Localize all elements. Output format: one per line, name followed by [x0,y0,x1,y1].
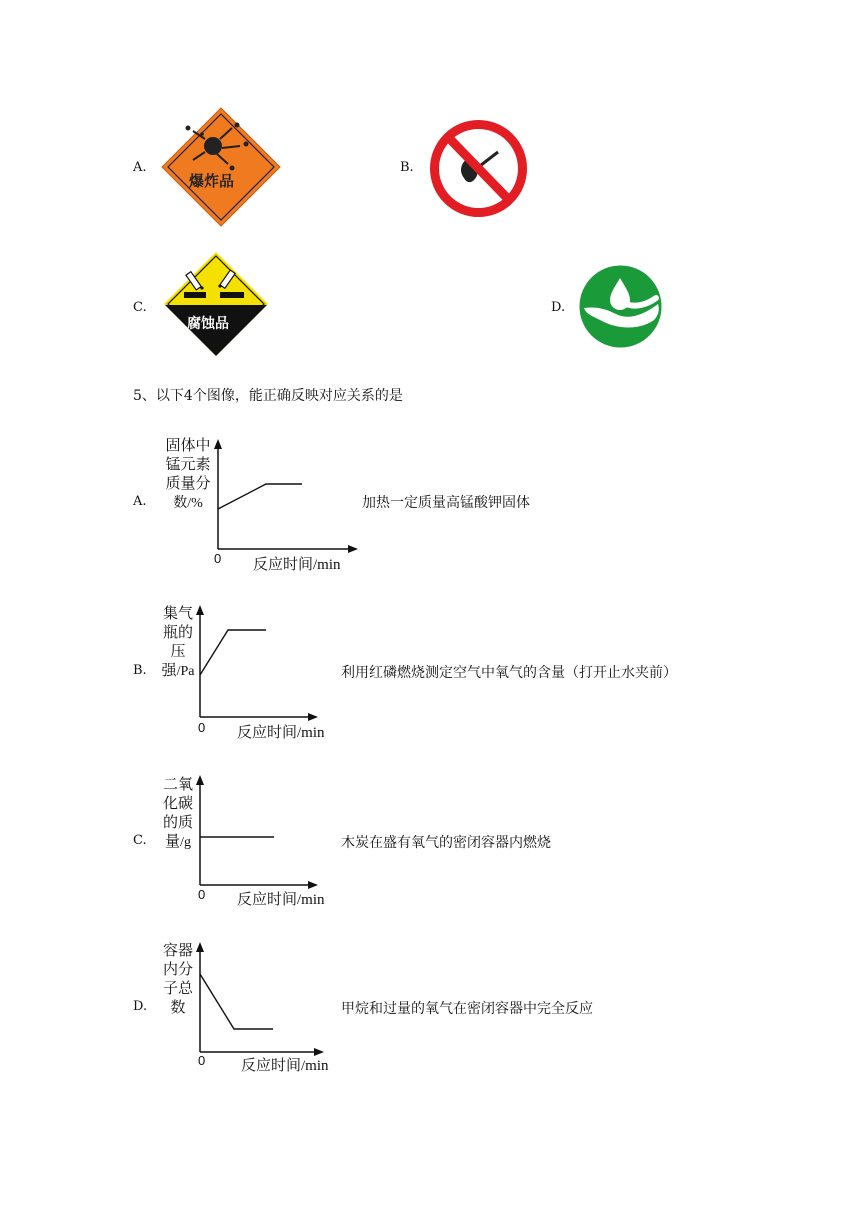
x-axis-unit: /min [313,557,341,573]
option-letter: B. [400,160,414,175]
option-letter: C. [133,300,147,315]
y-axis-label-text: 二氧化碳的质量 [162,775,193,850]
graph-a-axes [210,437,360,557]
option-description: 木炭在盛有氧气的密闭容器内燃烧 [341,835,551,851]
x-axis-label-text: 反应时间 [253,555,314,573]
question-title: 5、以下4个图像，能正确反映对应关系的是 [133,388,403,404]
origin-label: 0 [198,720,206,735]
x-axis-label [253,553,341,574]
y-axis-unit: 数/% [173,496,203,511]
x-axis-label-text: 反应时间 [241,1056,302,1074]
y-axis-arrow [196,605,204,615]
origin-label: 0 [214,551,222,566]
x-axis-label [241,1054,329,1075]
x-axis-label-text: 反应时间 [237,723,298,741]
explosive-sign-icon [160,106,282,228]
option-letter: D. [551,300,566,315]
corrosive-sign-label: 腐蚀品 [187,316,229,332]
y-axis-arrow [196,775,204,785]
x-axis-arrow [308,713,318,721]
graph-curve [200,630,266,675]
y-axis-unit: /g [180,835,191,850]
explosive-sign-label: 爆炸品 [189,172,235,190]
graph-curve [218,484,302,509]
graph-b-axes [192,603,322,725]
water-saving-sign-icon [578,264,663,349]
option-description: 利用红磷燃烧测定空气中氧气的含量（打开止水夹前） [341,665,677,681]
option-letter: B. [133,663,147,678]
option-letter: A. [133,160,147,175]
option-description: 加热一定质量高锰酸钾固体 [362,495,530,511]
origin-label: 0 [198,887,206,902]
corrosive-sign-icon [162,250,270,358]
option-letter: A. [133,494,147,509]
option-letter: D. [133,999,148,1014]
y-axis-label-text: 容器内分子总数 [162,941,193,1016]
y-axis-label-text: 集气瓶的压强 [161,604,193,679]
graph-d-axes [192,940,328,1060]
x-axis-label [237,888,325,909]
x-axis-unit: /min [297,725,325,741]
y-axis-label [162,436,214,513]
graph-c-axes [192,773,322,893]
y-axis-arrow [214,439,222,449]
y-axis-label [160,941,196,1018]
y-axis-arrow [196,942,204,952]
origin-label: 0 [198,1053,206,1068]
x-axis-unit: /min [301,1058,329,1074]
no-open-flame-icon [428,118,529,219]
x-axis-label-text: 反应时间 [237,890,298,908]
y-axis-label-text: 固体中锰元素质量分 [165,436,211,492]
y-axis-label [160,604,196,681]
x-axis-label [237,721,325,742]
x-axis-arrow [348,545,358,553]
y-axis-label [160,775,196,852]
y-axis-unit: /Pa [176,664,195,679]
option-description: 甲烷和过量的氧气在密闭容器中完全反应 [341,1001,593,1017]
graph-curve [200,974,273,1029]
x-axis-unit: /min [297,892,325,908]
option-letter: C. [133,833,147,848]
